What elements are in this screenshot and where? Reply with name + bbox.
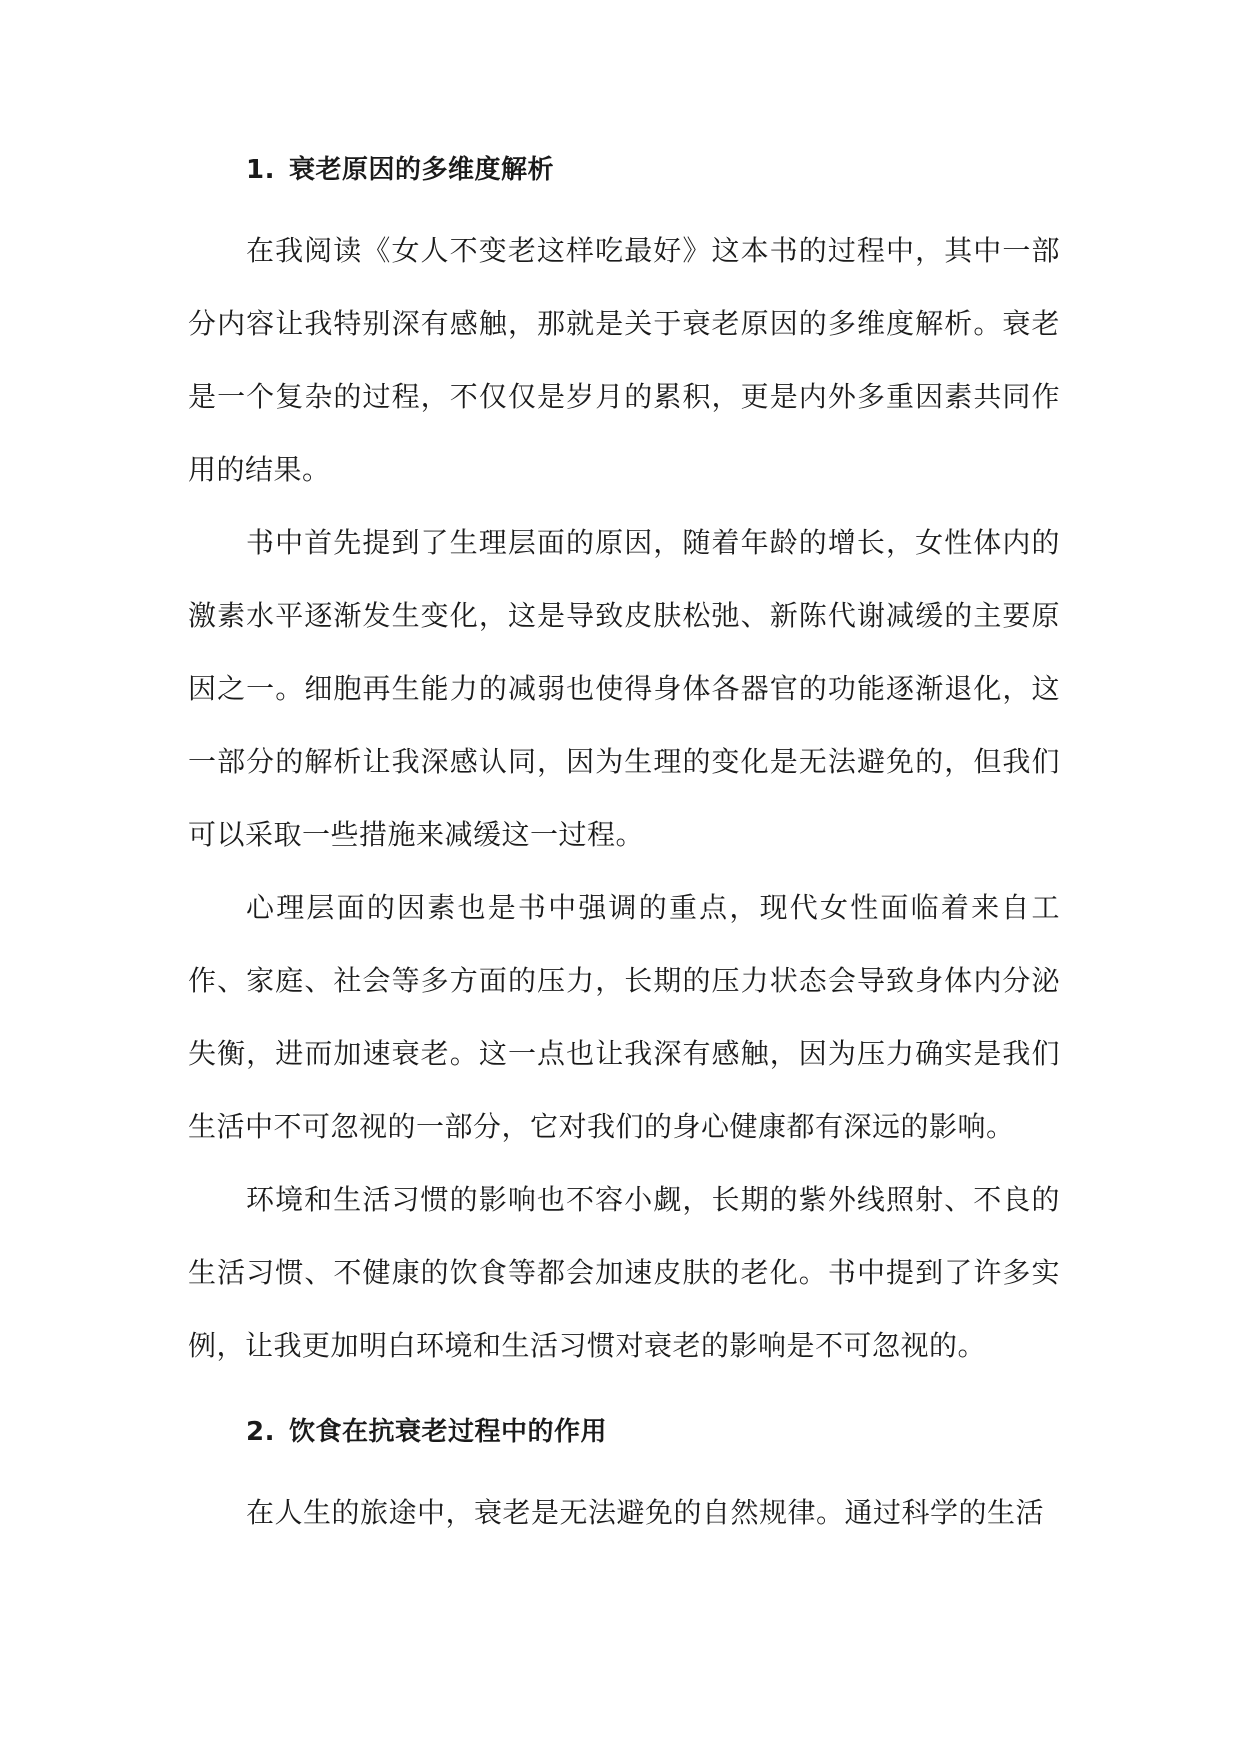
section-1-paragraph-2: 书中首先提到了生理层面的原因，随着年龄的增长，女性体内的激素水平逐渐发生变化，这是导致皮肤松弛、新陈代谢减缓的主要原因之一。细胞再生能力的减弱也使得身体各器官的功能逐渐退化，这一部分的解析让我深感认同，因为生理的变化是无法避免的，但我们可以采取一些措施来减缓这一过程。	[188, 526, 1060, 851]
section-1-heading	[188, 150, 1060, 190]
section-2-title: 饮食在抗衰老过程中的作用	[288, 1417, 607, 1447]
section-1-paragraph-3: 心理层面的因素也是书中强调的重点，现代女性面临着来自工作、家庭、社会等多方面的压力，长期的压力状态会导致身体内分泌失衡，进而加速衰老。这一点也让我深有感触，因为压力确实是我们生活中不可忽视的一部分，它对我们的身心健康都有深远的影响。	[188, 891, 1060, 1143]
section-1-title: 衰老原因的多维度解析	[288, 155, 554, 185]
section-2-number: 2.	[246, 1417, 275, 1447]
document-body	[188, 150, 1060, 1549]
section-2-paragraph-1: 在人生的旅途中，衰老是无法避免的自然规律。通过科学的生活	[246, 1496, 1045, 1529]
section-2-heading	[188, 1412, 1060, 1452]
section-1-paragraph-4: 环境和生活习惯的影响也不容小觑，长期的紫外线照射、不良的生活习惯、不健康的饮食等都会加速皮肤的老化。书中提到了许多实例，让我更加明白环境和生活习惯对衰老的影响是不可忽视的。	[188, 1183, 1060, 1362]
section-1-number: 1.	[246, 155, 275, 185]
section-1-paragraph-1: 在我阅读《女人不变老这样吃最好》这本书的过程中，其中一部分内容让我特别深有感触，那就是关于衰老原因的多维度解析。衰老是一个复杂的过程，不仅仅是岁月的累积，更是内外多重因素共同作用的结果。	[188, 234, 1060, 486]
